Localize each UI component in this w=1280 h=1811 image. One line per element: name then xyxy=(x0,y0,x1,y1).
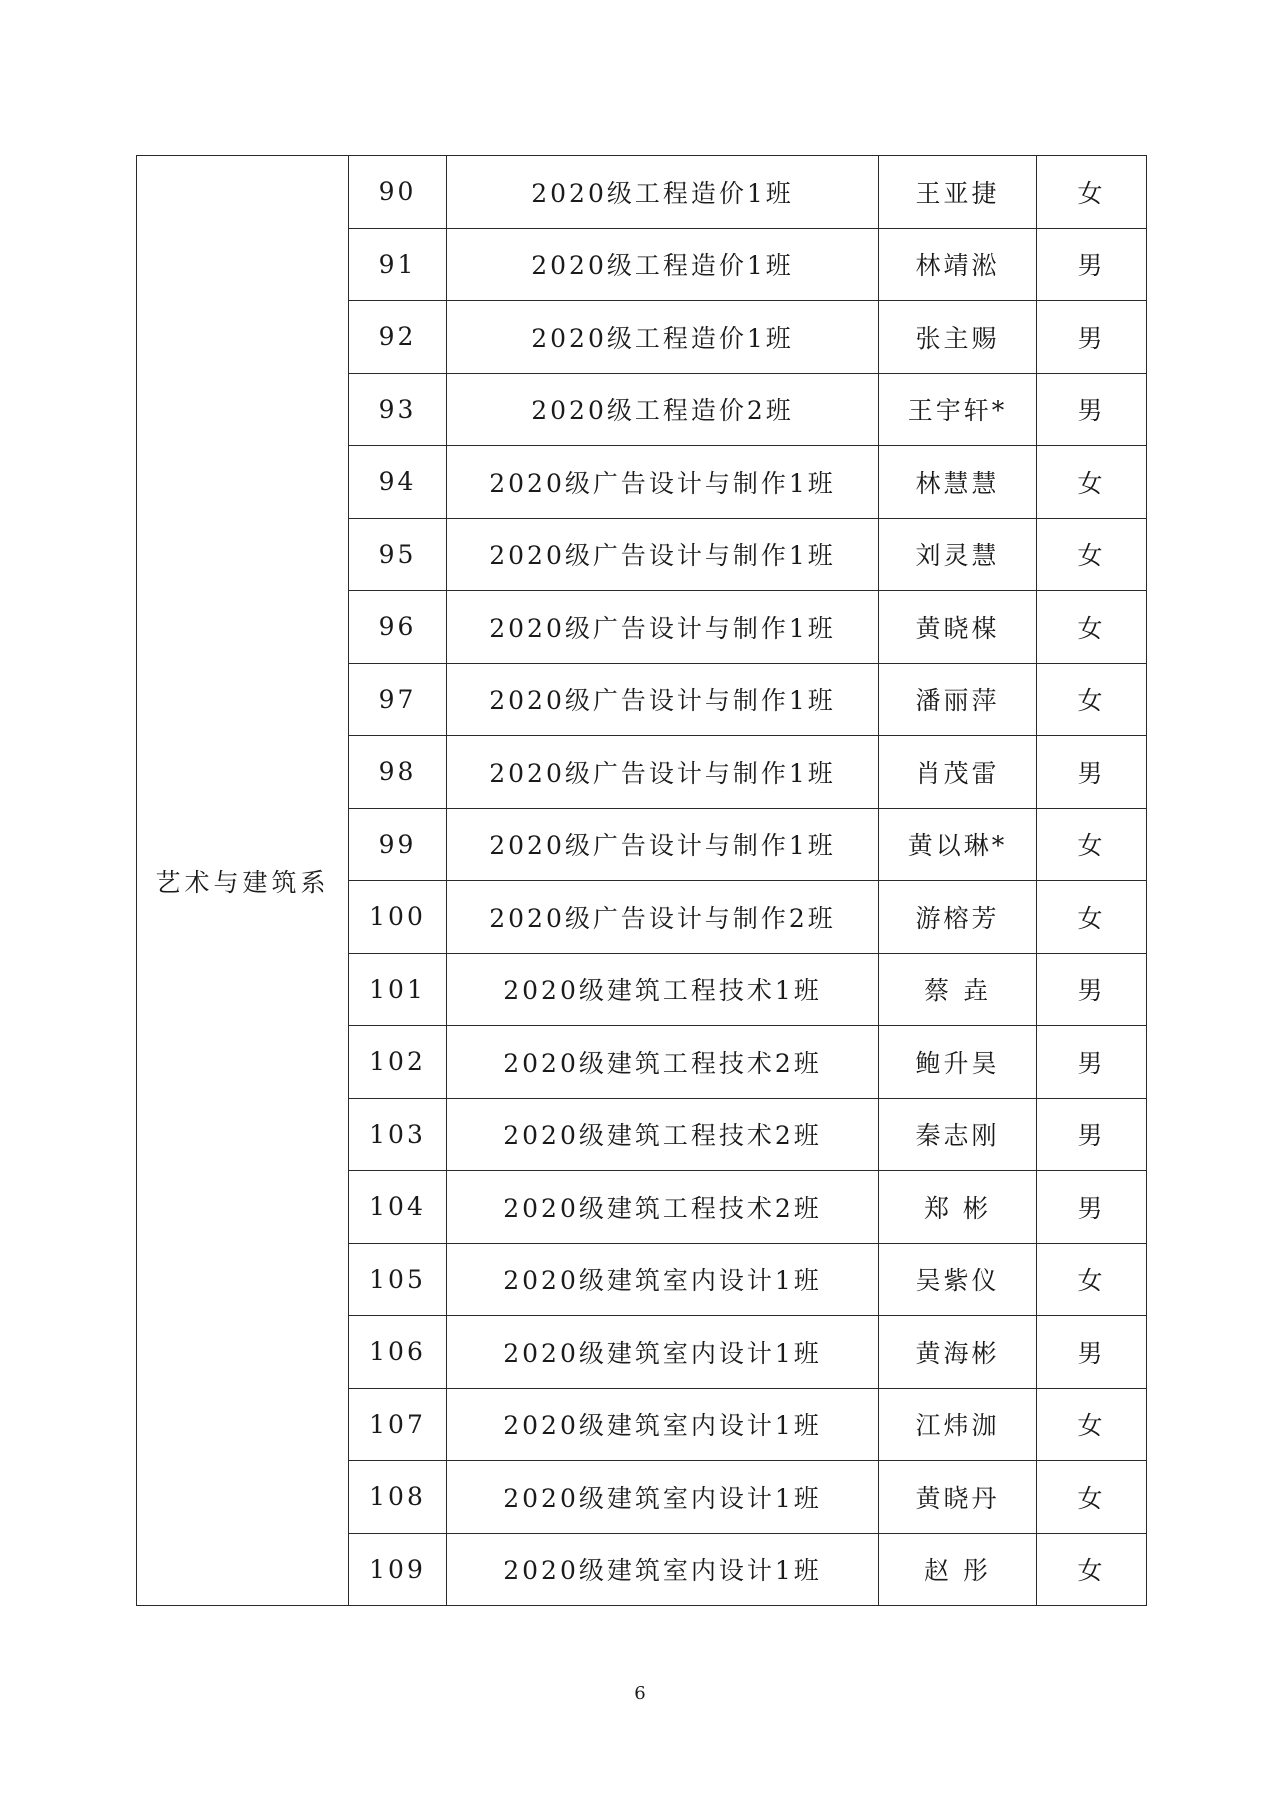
student-name-cell: 游榕芳 xyxy=(879,881,1037,954)
gender-cell: 女 xyxy=(1037,663,1147,736)
serial-number-cell: 95 xyxy=(349,518,447,591)
gender-cell: 男 xyxy=(1037,1316,1147,1389)
serial-number-cell: 108 xyxy=(349,1461,447,1534)
student-name-cell: 张主赐 xyxy=(879,301,1037,374)
class-name-cell: 2020级广告设计与制作1班 xyxy=(447,808,879,881)
serial-number-cell: 98 xyxy=(349,736,447,809)
serial-number-cell: 106 xyxy=(349,1316,447,1389)
student-name-cell: 鲍升昊 xyxy=(879,1026,1037,1099)
serial-number-cell: 93 xyxy=(349,373,447,446)
class-name-cell: 2020级建筑工程技术1班 xyxy=(447,953,879,1026)
gender-cell: 男 xyxy=(1037,1098,1147,1171)
student-name-cell: 潘丽萍 xyxy=(879,663,1037,736)
student-name-cell: 王宇轩* xyxy=(879,373,1037,446)
gender-cell: 男 xyxy=(1037,1171,1147,1244)
serial-number-cell: 96 xyxy=(349,591,447,664)
serial-number-cell: 90 xyxy=(349,156,447,229)
class-name-cell: 2020级工程造价1班 xyxy=(447,228,879,301)
gender-cell: 女 xyxy=(1037,1533,1147,1606)
serial-number-cell: 109 xyxy=(349,1533,447,1606)
serial-number-cell: 97 xyxy=(349,663,447,736)
class-name-cell: 2020级建筑室内设计1班 xyxy=(447,1316,879,1389)
student-name-cell: 江炜泇 xyxy=(879,1388,1037,1461)
student-name-cell: 黄晓丹 xyxy=(879,1461,1037,1534)
gender-cell: 女 xyxy=(1037,591,1147,664)
serial-number-cell: 104 xyxy=(349,1171,447,1244)
student-name-cell: 郑 彬 xyxy=(879,1171,1037,1244)
serial-number-cell: 92 xyxy=(349,301,447,374)
gender-cell: 女 xyxy=(1037,518,1147,591)
gender-cell: 男 xyxy=(1037,1026,1147,1099)
gender-cell: 女 xyxy=(1037,881,1147,954)
student-name-cell: 黄晓楳 xyxy=(879,591,1037,664)
gender-cell: 男 xyxy=(1037,736,1147,809)
table-row xyxy=(137,156,1147,229)
gender-cell: 女 xyxy=(1037,1461,1147,1534)
student-name-cell: 黄海彬 xyxy=(879,1316,1037,1389)
class-name-cell: 2020级广告设计与制作2班 xyxy=(447,881,879,954)
student-name-cell: 黄以琳* xyxy=(879,808,1037,881)
gender-cell: 男 xyxy=(1037,953,1147,1026)
class-name-cell: 2020级建筑工程技术2班 xyxy=(447,1098,879,1171)
student-name-cell: 林靖淞 xyxy=(879,228,1037,301)
gender-cell: 女 xyxy=(1037,156,1147,229)
gender-cell: 女 xyxy=(1037,1243,1147,1316)
class-name-cell: 2020级广告设计与制作1班 xyxy=(447,591,879,664)
serial-number-cell: 103 xyxy=(349,1098,447,1171)
serial-number-cell: 94 xyxy=(349,446,447,519)
page-number: 6 xyxy=(634,1683,646,1704)
class-name-cell: 2020级建筑室内设计1班 xyxy=(447,1533,879,1606)
class-name-cell: 2020级工程造价1班 xyxy=(447,301,879,374)
class-name-cell: 2020级建筑室内设计1班 xyxy=(447,1388,879,1461)
class-name-cell: 2020级广告设计与制作1班 xyxy=(447,518,879,591)
class-name-cell: 2020级工程造价2班 xyxy=(447,373,879,446)
student-roster-table xyxy=(136,155,1147,1606)
class-name-cell: 2020级工程造价1班 xyxy=(447,156,879,229)
class-name-cell: 2020级建筑工程技术2班 xyxy=(447,1171,879,1244)
class-name-cell: 2020级广告设计与制作1班 xyxy=(447,736,879,809)
serial-number-cell: 91 xyxy=(349,228,447,301)
student-name-cell: 赵 彤 xyxy=(879,1533,1037,1606)
class-name-cell: 2020级广告设计与制作1班 xyxy=(447,446,879,519)
gender-cell: 男 xyxy=(1037,373,1147,446)
student-name-cell: 肖茂雷 xyxy=(879,736,1037,809)
gender-cell: 男 xyxy=(1037,301,1147,374)
class-name-cell: 2020级广告设计与制作1班 xyxy=(447,663,879,736)
student-name-cell: 刘灵慧 xyxy=(879,518,1037,591)
gender-cell: 男 xyxy=(1037,228,1147,301)
class-name-cell: 2020级建筑室内设计1班 xyxy=(447,1461,879,1534)
serial-number-cell: 102 xyxy=(349,1026,447,1099)
student-name-cell: 蔡 垚 xyxy=(879,953,1037,1026)
student-name-cell: 吴紫仪 xyxy=(879,1243,1037,1316)
class-name-cell: 2020级建筑室内设计1班 xyxy=(447,1243,879,1316)
student-name-cell: 秦志刚 xyxy=(879,1098,1037,1171)
gender-cell: 女 xyxy=(1037,446,1147,519)
serial-number-cell: 107 xyxy=(349,1388,447,1461)
class-name-cell: 2020级建筑工程技术2班 xyxy=(447,1026,879,1099)
student-name-cell: 王亚捷 xyxy=(879,156,1037,229)
serial-number-cell: 100 xyxy=(349,881,447,954)
student-name-cell: 林慧慧 xyxy=(879,446,1037,519)
gender-cell: 女 xyxy=(1037,1388,1147,1461)
department-cell: 艺术与建筑系 xyxy=(137,156,349,1606)
gender-cell: 女 xyxy=(1037,808,1147,881)
serial-number-cell: 101 xyxy=(349,953,447,1026)
serial-number-cell: 105 xyxy=(349,1243,447,1316)
roster-body xyxy=(137,156,1147,1606)
serial-number-cell: 99 xyxy=(349,808,447,881)
